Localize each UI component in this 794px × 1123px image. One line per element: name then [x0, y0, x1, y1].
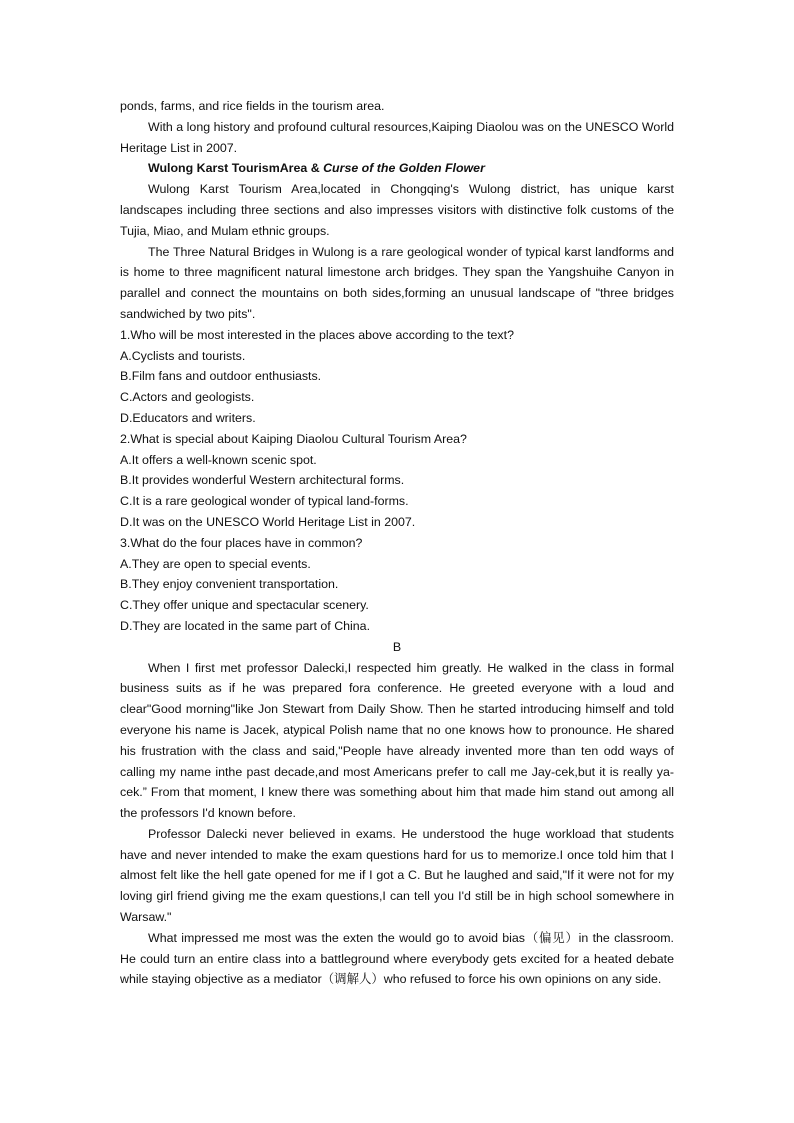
question-1-option-b: B.Film fans and outdoor enthusiasts.: [120, 369, 322, 384]
question-3-option-a: A.They are open to special events.: [120, 556, 311, 571]
question-2-option-d: D.It was on the UNESCO World Heritage List in 2007.: [120, 514, 416, 529]
heading-plain: Wulong Karst TourismArea &: [148, 161, 324, 176]
question-2-option-b: B.It provides wonderful Western architectural forms.: [120, 473, 405, 488]
question-3: 3.What do the four places have in common?: [120, 535, 363, 550]
question-1-option-d: D.Educators and writers.: [120, 410, 256, 425]
heading-italic: Curse of the Golden Flower: [323, 161, 485, 176]
question-1: 1.Who will be most interested in the places above according to the text?: [120, 327, 514, 342]
question-2-option-a: A.It offers a well-known scenic spot.: [120, 452, 317, 467]
paragraph-dalecki-intro: When I first met professor Dalecki,I respected him greatly. He walked in the class in formal business suits as if he was prepared fora conference. He greeted everyone with a loud and clear"Good morning"like Jon Stewart from Daily Show. Then he started introducing himself and told everyone his name is Jacek, atypical Polish name that no one knows how to pronounce. He shared his frustration with the class and said,"People have already invented more than ten odd ways of calling my name inthe past decade,and most Americans prefer to call me Jay-cek,but it is really ya-cek.” From that moment, I knew there was something about him that made him stand out among all the professors I'd known before.: [120, 660, 674, 821]
question-1-option-c: C.Actors and geologists.: [120, 390, 255, 405]
question-2-option-c: C.It is a rare geological wonder of typical land-forms.: [120, 494, 409, 509]
paragraph-continuation: ponds, farms, and rice fields in the tourism area.: [120, 99, 385, 113]
question-2: 2.What is special about Kaiping Diaolou Cultural Tourism Area?: [120, 431, 467, 446]
question-1-option-a: A.Cyclists and tourists.: [120, 348, 246, 363]
paragraph-dalecki-exams: Professor Dalecki never believed in exams. He understood the huge workload that students have and never intended to make the exam questions hard for us to memorize.I once told him that I almost felt like the hell gate opened for me if I got a C. But he laughed and said,"If it were not for my loving girl friend giving me the exam questions,I can tell you I'd still be in high school somewhere in Warsaw.": [120, 826, 674, 925]
paragraph-kaiping-heritage: With a long history and profound cultural resources,Kaiping Diaolou was on the UNESCO World Heritage List in 2007.: [120, 119, 674, 155]
paragraph-wulong-intro: Wulong Karst Tourism Area,located in Chongqing's Wulong district, has unique karst landscapes including three sections and also impresses visitors with distinctive folk customs of the Tujia, Miao, and Mulam ethnic groups.: [120, 182, 674, 238]
paragraph-dalecki-bias: What impressed me most was the exten the would go to avoid bias（偏见）in the classroom. He could turn an entire class into a battleground where everybody gets excited for a heated debate while staying objective as a mediator（调解人）who refused to force his own opinions on any side.: [120, 930, 674, 987]
section-label-b: B: [392, 639, 402, 654]
question-3-option-b: B.They enjoy convenient transportation.: [120, 577, 339, 592]
paragraph-three-bridges: The Three Natural Bridges in Wulong is a rare geological wonder of typical karst landforms and is home to three magnificent natural limestone arch bridges. They span the Yangshuihe Canyon in parallel and connect the mountains on both sides,forming an unusual landscape of "three bridges sandwiched by two pits".: [120, 244, 674, 321]
document-page: [120, 96, 674, 990]
section-heading-wulong: [120, 158, 674, 179]
question-3-option-c: C.They offer unique and spectacular scenery.: [120, 598, 369, 613]
question-3-option-d: D.They are located in the same part of China.: [120, 618, 371, 633]
